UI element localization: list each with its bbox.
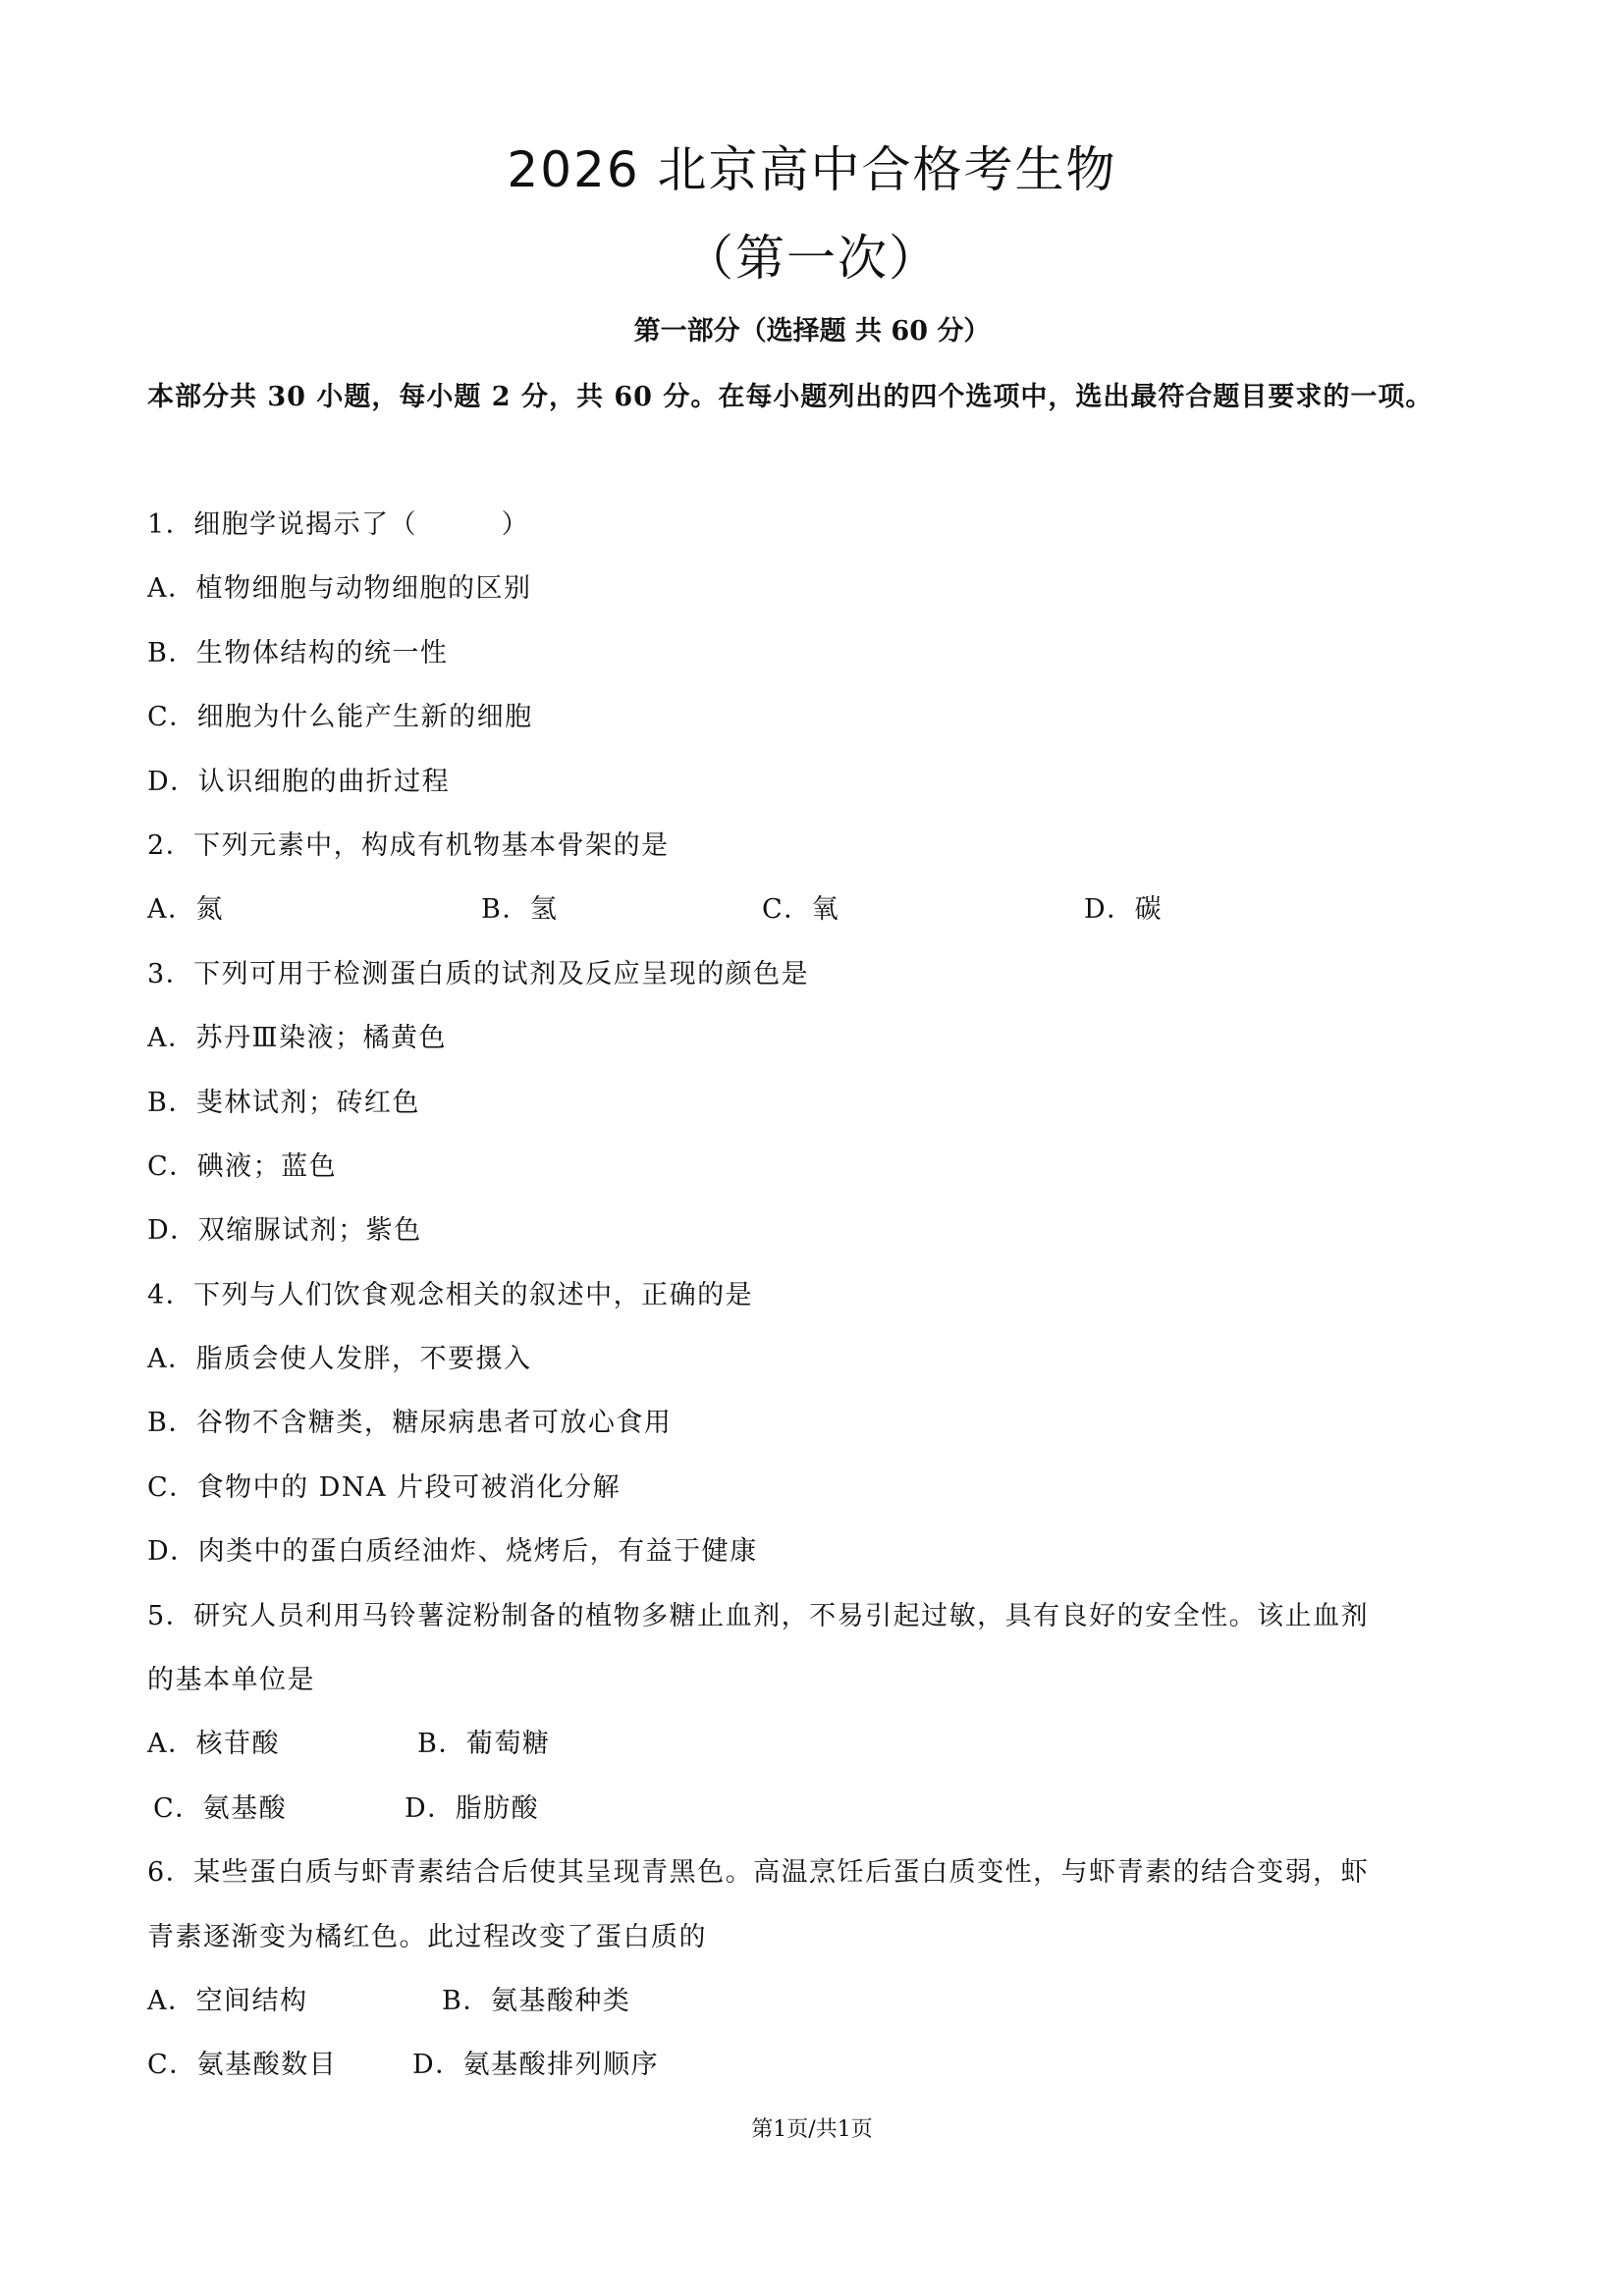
question-1-stem: 1．细胞学说揭示了（ ） bbox=[147, 509, 530, 540]
question-4-option-a: A．脂质会使人发胖，不要摄入 bbox=[147, 1344, 532, 1375]
question-4-stem: 4．下列与人们饮食观念相关的叙述中，正确的是 bbox=[147, 1279, 754, 1310]
question-4-option-b: B．谷物不含糖类，糖尿病患者可放心食用 bbox=[147, 1408, 673, 1439]
question-6-option-c: C．氨基酸数目 bbox=[147, 2050, 338, 2081]
section-instructions: 本部分共 30 小题，每小题 2 分，共 60 分。在每小题列出的四个选项中，选出最符合题目要求的一项。 bbox=[147, 382, 1434, 412]
question-6-option-d: D．氨基酸排列顺序 bbox=[412, 2050, 660, 2081]
question-5-option-a: A．核苷酸 bbox=[147, 1729, 280, 1760]
question-4-option-d: D．肉类中的蛋白质经油炸、烧烤后，有益于健康 bbox=[147, 1536, 758, 1568]
question-6-stem-line-1: 6．某些蛋白质与虾青素结合后使其呈现青黑色。高温烹饪后蛋白质变性，与虾青素的结合变弱，虾 bbox=[147, 1857, 1370, 1889]
question-6-option-b: B．氨基酸种类 bbox=[442, 1985, 631, 2016]
question-5-option-b: B．葡萄糖 bbox=[417, 1729, 551, 1760]
question-3-option-d: D．双缩脲试剂；紫色 bbox=[147, 1215, 422, 1247]
question-6-stem-line-2: 青素逐渐变为橘红色。此过程改变了蛋白质的 bbox=[147, 1921, 707, 1952]
question-2-option-d: D．碳 bbox=[1084, 894, 1164, 926]
question-5-options-row-2 bbox=[147, 1777, 1492, 1841]
exam-title: 2026 北京高中合格考生物 bbox=[507, 141, 1117, 198]
question-3-stem: 3．下列可用于检测蛋白质的试剂及反应呈现的颜色是 bbox=[147, 958, 810, 989]
question-1-option-a: A．植物细胞与动物细胞的区别 bbox=[147, 573, 532, 605]
question-6-option-a: A．空间结构 bbox=[147, 1985, 308, 2016]
question-1-option-c: C．细胞为什么能产生新的细胞 bbox=[147, 702, 533, 733]
question-5-option-c: C．氨基酸 bbox=[153, 1792, 288, 1824]
section-heading: 第一部分（选择题 共 60 分） bbox=[633, 316, 991, 347]
question-3-option-b: B．斐林试剂；砖红色 bbox=[147, 1087, 420, 1118]
question-5-stem-line-1: 5．研究人员利用马铃薯淀粉制备的植物多糖止血剂，不易引起过敏，具有良好的安全性。该止血剂 bbox=[147, 1600, 1370, 1631]
question-3-option-a: A．苏丹Ⅲ染液；橘黄色 bbox=[147, 1023, 448, 1054]
question-6-options-row-1 bbox=[147, 1969, 1492, 2033]
question-2-options-row bbox=[147, 878, 1492, 941]
question-2-option-a: A．氮 bbox=[147, 894, 224, 926]
question-list bbox=[147, 493, 1492, 2098]
page-footer: 第1页/共1页 bbox=[751, 2117, 873, 2142]
question-6-options-row-2 bbox=[147, 2033, 1492, 2097]
question-1-option-d: D．认识细胞的曲折过程 bbox=[147, 766, 451, 797]
exam-subtitle: （第一次） bbox=[684, 230, 940, 287]
question-2-stem: 2．下列元素中，构成有机物基本骨架的是 bbox=[147, 829, 670, 861]
question-1-option-b: B．生物体结构的统一性 bbox=[147, 637, 449, 668]
question-5-stem-line-2: 的基本单位是 bbox=[147, 1665, 315, 1696]
question-2-option-c: C．氧 bbox=[762, 894, 840, 926]
question-2-option-b: B．氢 bbox=[481, 894, 559, 926]
question-5-option-d: D．脂肪酸 bbox=[405, 1792, 540, 1824]
question-4-option-c: C．食物中的 DNA 片段可被消化分解 bbox=[147, 1471, 622, 1503]
question-5-options-row-1 bbox=[147, 1712, 1492, 1776]
question-3-option-c: C．碘液；蓝色 bbox=[147, 1150, 338, 1182]
